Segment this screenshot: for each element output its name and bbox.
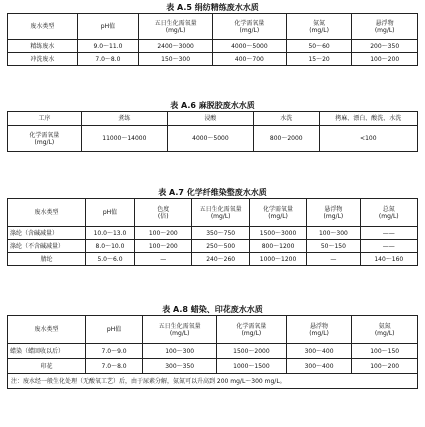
table-cell: 精练废水 — [8, 40, 78, 53]
table-cell: 蜡染（蜡回收以后） — [8, 344, 86, 359]
table-a7-block — [7, 187, 418, 266]
table-a5-block — [7, 2, 418, 66]
table-a6-header-row — [8, 112, 418, 126]
table-cell: 1500～3000 — [249, 227, 306, 240]
table-a8-header: 五日生化需氧量 (mg/L) — [143, 316, 217, 344]
table-cell: 350～750 — [192, 227, 249, 240]
table-a7-caption: 表 A.7 化学纤维染整废水水质 — [158, 188, 267, 197]
table-cell: 涤纶（含碱减量） — [8, 227, 86, 240]
table-a5-header: 五日生化需氧量 (mg/L) — [139, 14, 213, 40]
table-a6-header: 煮练 — [81, 112, 167, 126]
table-a7-header: 五日生化需氧量 (mg/L) — [192, 199, 249, 227]
table-a6-caption: 表 A.6 麻脱胶废水水质 — [170, 101, 255, 110]
table-cell: 140～160 — [360, 253, 417, 266]
table-a8-header: 悬浮物 (mg/L) — [286, 316, 352, 344]
table-a7-header: 总氮 (mg/L) — [360, 199, 417, 227]
table-a6-header: 拷麻、漂白、酸洗、水洗 — [319, 112, 417, 126]
table-cell: 100～200 — [352, 53, 418, 66]
table-cell: 800～1200 — [249, 240, 306, 253]
table-cell: 7.0～8.0 — [77, 53, 139, 66]
table-cell: 100～200 — [135, 227, 192, 240]
table-row — [8, 359, 418, 374]
table-cell: 400～700 — [212, 53, 286, 66]
table-cell: 冲洗废水 — [8, 53, 78, 66]
table-a5-header-row — [8, 14, 418, 40]
table-row — [8, 344, 418, 359]
table-a6-header: 浸酸 — [167, 112, 253, 126]
table-cell: 800～2000 — [253, 126, 319, 152]
table-a5-caption: 表 A.5 绢纺精练废水水质 — [166, 3, 259, 12]
table-a7-header: 悬浮物 (mg/L) — [307, 199, 360, 227]
table-a7-header: pH值 — [85, 199, 134, 227]
table-a8 — [7, 315, 418, 389]
table-a7 — [7, 198, 418, 266]
table-a8-header: 氨氮 (mg/L) — [352, 316, 418, 344]
table-a8-header: 废水类型 — [8, 316, 86, 344]
table-a5-header: 悬浮物 (mg/L) — [352, 14, 418, 40]
table-a6-block — [7, 100, 418, 152]
table-cell: <100 — [319, 126, 417, 152]
table-cell: 5.0～6.0 — [85, 253, 134, 266]
table-cell: 100～150 — [352, 344, 418, 359]
table-row — [8, 227, 418, 240]
table-cell: 50～150 — [307, 240, 360, 253]
table-a8-note-row — [8, 374, 418, 389]
table-cell: 240～260 — [192, 253, 249, 266]
table-a8-note: 注：废水经一般生化处理（无酸氧工艺）后，由于尿素分解，氨氮可以升高到 200 mg/L～300 mg/L。 — [8, 374, 418, 389]
table-a7-header-row — [8, 199, 418, 227]
table-cell: 4000～5000 — [212, 40, 286, 53]
table-cell: 200～350 — [352, 40, 418, 53]
table-a8-caption: 表 A.8 蜡染、印花废水水质 — [162, 305, 263, 314]
table-a8-header: pH值 — [85, 316, 142, 344]
table-cell: 300～400 — [286, 359, 352, 374]
table-cell: —— — [360, 240, 417, 253]
table-a8-block — [7, 304, 418, 389]
table-a5-header: 化学需氧量 (mg/L) — [212, 14, 286, 40]
table-cell: 印花 — [8, 359, 86, 374]
table-row — [8, 253, 418, 266]
table-a5-header: 氨氮 (mg/L) — [286, 14, 352, 40]
table-cell: 100～200 — [135, 240, 192, 253]
table-row — [8, 53, 418, 66]
table-cell: 1500～2000 — [217, 344, 287, 359]
table-cell: 300～350 — [143, 359, 217, 374]
table-a6 — [7, 111, 418, 152]
table-a7-header: 化学需氧量 (mg/L) — [249, 199, 306, 227]
table-cell: 100～200 — [352, 359, 418, 374]
table-row — [8, 240, 418, 253]
table-cell: 100～300 — [143, 344, 217, 359]
table-cell: —— — [360, 227, 417, 240]
table-a5 — [7, 13, 418, 66]
table-cell: 1000～1200 — [249, 253, 306, 266]
table-cell: 4000～5000 — [167, 126, 253, 152]
table-row — [8, 126, 418, 152]
table-row — [8, 40, 418, 53]
table-cell: 7.0～9.0 — [85, 344, 142, 359]
table-cell: 300～400 — [286, 344, 352, 359]
table-cell: 50～60 — [286, 40, 352, 53]
table-a7-header: 色度 (倍) — [135, 199, 192, 227]
table-cell: 涤纶（不含碱减量） — [8, 240, 86, 253]
table-cell: 9.0～11.0 — [77, 40, 139, 53]
table-a7-header: 废水类型 — [8, 199, 86, 227]
table-cell: 150～300 — [139, 53, 213, 66]
table-cell: 15～20 — [286, 53, 352, 66]
table-cell: 7.0～8.0 — [85, 359, 142, 374]
table-a8-header-row — [8, 316, 418, 344]
table-cell: 8.0～10.0 — [85, 240, 134, 253]
table-cell: 100～300 — [307, 227, 360, 240]
table-a6-header: 水洗 — [253, 112, 319, 126]
table-cell: — — [135, 253, 192, 266]
table-a6-row-label: 化学需氧量 (mg/L) — [8, 126, 82, 152]
table-cell: 1000～1500 — [217, 359, 287, 374]
table-cell: 10.0～13.0 — [85, 227, 134, 240]
table-cell: — — [307, 253, 360, 266]
table-a5-header: 废水类型 — [8, 14, 78, 40]
table-a5-header: pH值 — [77, 14, 139, 40]
table-cell: 腈纶 — [8, 253, 86, 266]
table-a6-header: 工序 — [8, 112, 82, 126]
table-a8-header: 化学需氧量 (mg/L) — [217, 316, 287, 344]
table-cell: 250～500 — [192, 240, 249, 253]
table-cell: 2400～3000 — [139, 40, 213, 53]
table-cell: 11000～14000 — [81, 126, 167, 152]
